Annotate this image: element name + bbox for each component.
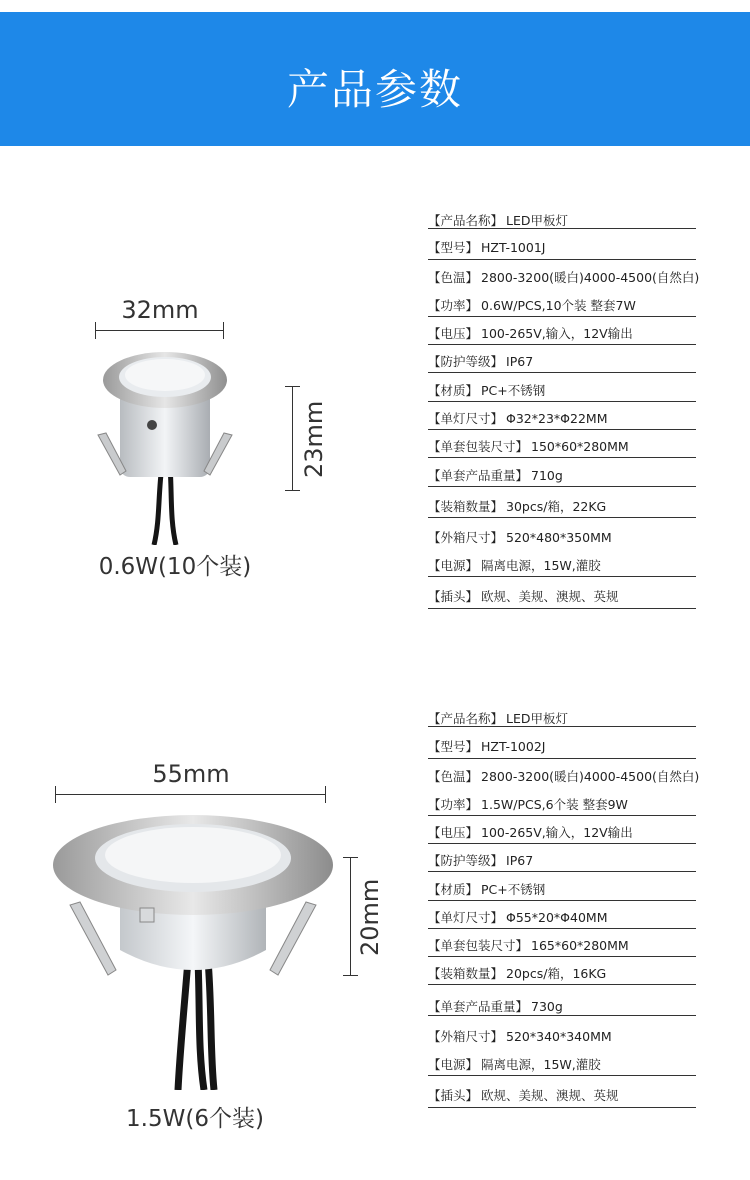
header-banner: [0, 12, 750, 146]
height-dimension-label: 20mm: [356, 878, 384, 956]
spec-table: [428, 708, 700, 1108]
spec-row: 【产品名称】 LED甲板灯: [428, 708, 696, 727]
height-dimension-label: 23mm: [300, 400, 328, 478]
spec-row: 【功率】 0.6W/PCS,10个装 整套7W: [428, 288, 696, 317]
spec-row: 【外箱尺寸】 520*340*340MM: [428, 1029, 612, 1044]
spec-row: 【装箱数量】 30pcs/箱，22KG: [428, 487, 696, 518]
height-dimension-line: [292, 386, 293, 490]
width-dimension-line: [56, 794, 326, 795]
spec-row: 【单套包装尺寸】 165*60*280MM: [428, 929, 696, 957]
spec-row: 【装箱数量】 20pcs/箱，16KG: [428, 957, 696, 985]
spec-row: 【防护等级】 IP67: [428, 345, 696, 373]
spec-table: [428, 210, 700, 609]
height-dimension-line: [350, 857, 351, 975]
spec-row: 【防护等级】 IP67: [428, 844, 696, 872]
width-dimension-line: [96, 330, 224, 331]
spec-row: 【产品名称】 LED甲板灯: [428, 210, 696, 229]
spec-row: 【电压】 100-265V,输入，12V输出: [428, 317, 696, 345]
spec-row: 【单套产品重量】 710g: [428, 458, 696, 487]
spec-row: 【型号】 HZT-1001J: [428, 229, 696, 260]
spec-row: 【电源】 隔离电源，15W,灌胶: [428, 1047, 696, 1076]
spec-row: 【电压】 100-265V,输入，12V输出: [428, 816, 696, 844]
spec-row: 【单套产品重量】 730g: [428, 985, 696, 1016]
spec-row: 【单灯尺寸】 Φ32*23*Φ22MM: [428, 402, 696, 430]
spec-row: 【型号】 HZT-1002J: [428, 727, 696, 759]
width-dimension-label: 32mm: [121, 296, 199, 324]
width-dimension-label: 55mm: [152, 760, 230, 788]
spec-row: 【外箱尺寸】 520*480*350MM: [428, 530, 612, 545]
product-caption: 0.6W(10个装): [98, 554, 252, 580]
spec-row: 【材质】 PC+不锈钢: [428, 872, 696, 901]
lamp-image-small: [90, 345, 240, 545]
spec-row: 【功率】 1.5W/PCS,6个装 整套9W: [428, 787, 696, 816]
lamp-image-large: [48, 810, 338, 1090]
spec-row: 【色温】 2800-3200(暖白)4000-4500(自然白): [428, 769, 700, 784]
spec-row: 【单套包装尺寸】 150*60*280MM: [428, 430, 696, 458]
spec-row: 【插头】 欧规、美规、澳规、英规: [428, 577, 696, 609]
product-caption: 1.5W(6个装): [126, 1106, 264, 1132]
page-title: 产品参数: [286, 65, 463, 114]
spec-row: 【色温】 2800-3200(暖白)4000-4500(自然白): [428, 270, 700, 285]
spec-row: 【单灯尺寸】 Φ55*20*Φ40MM: [428, 901, 696, 929]
spec-row: 【材质】 PC+不锈钢: [428, 373, 696, 402]
spec-row: 【电源】 隔离电源，15W,灌胶: [428, 548, 696, 577]
spec-row: 【插头】 欧规、美规、澳规、英规: [428, 1076, 696, 1108]
